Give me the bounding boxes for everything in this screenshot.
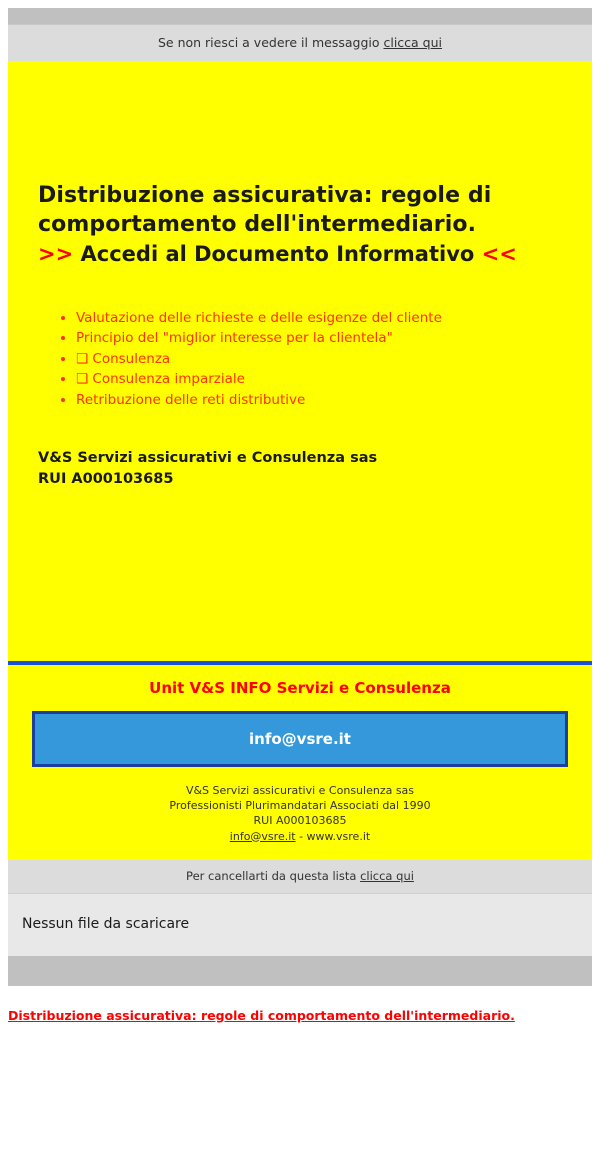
preheader-bar [8,24,592,61]
footer-rui: RUI A000103685 [253,814,347,828]
unit-title: Unit V&S INFO Servizi e Consulenza [149,679,451,697]
hero-section [8,61,592,661]
title-line-2: comportamento dell'intermediario. [38,212,477,238]
document-link[interactable]: Distribuzione assicurativa: regole di comportamento dell'intermediario. [8,1007,515,1023]
email-footer [32,783,568,844]
list-item: • ❑ Consulenza [76,349,562,370]
benefits-list [38,308,562,411]
title-line-1: Distribuzione assicurativa: regole di [38,183,492,208]
list-item: • Retribuzione delle reti distributive [76,390,562,411]
unsubscribe-link[interactable]: clicca qui [360,868,414,883]
document-link-row [8,1008,600,1023]
document-cta-line[interactable] [38,242,562,266]
list-item: • ❑ Consulenza imparziale [76,369,562,390]
frame-bottom-spacer [8,956,592,986]
attachments-panel [8,893,592,956]
unsubscribe-text: Per cancellarti da questa lista [186,868,361,883]
hero-spacer [38,490,562,660]
signature-rui: RUI A000103685 [38,471,174,488]
preheader-link[interactable]: clicca qui [383,35,443,50]
document-cta-text[interactable]: Accedi al Documento Informativo [73,241,482,266]
list-item: • Valutazione delle richieste e delle esigenze del cliente [76,308,562,329]
footer-website: - www.vsre.it [295,829,371,843]
footer-company: V&S Servizi assicurativi e Consulenza sas [185,784,415,797]
list-item: • Principio del "miglior interesse per la clientela" [76,328,562,349]
arrow-left-icon: >> [38,241,74,266]
contact-email-button[interactable]: info@vsre.it [32,711,568,767]
attachments-empty-label: Nessun file da scaricare [22,915,190,932]
page-title [38,181,562,240]
preheader-text: Se non riesci a vedere il messaggio [157,35,384,50]
sender-signature [38,448,562,490]
email-frame [8,8,592,986]
footer-subtitle: Professionisti Plurimandatari Associati dal 1990 [169,799,431,813]
email-preview-page [0,8,600,1023]
unit-section [8,665,592,860]
arrow-right-icon: << [481,241,517,266]
unsubscribe-bar [8,860,592,893]
footer-email-link[interactable]: info@vsre.it [229,829,296,843]
footer-contacts [32,829,568,844]
signature-company: V&S Servizi assicurativi e Consulenza sas [38,450,378,467]
